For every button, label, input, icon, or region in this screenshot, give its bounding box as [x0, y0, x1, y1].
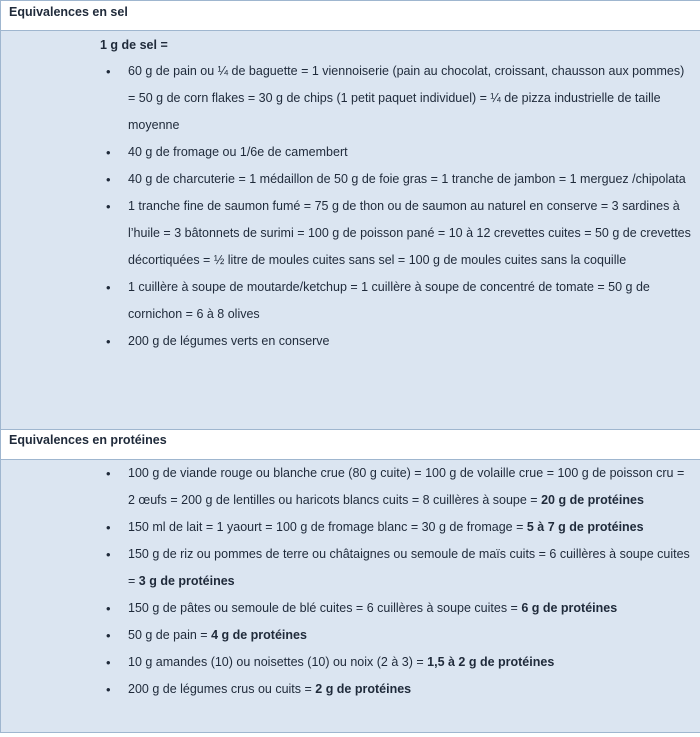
bullet-icon: • [106, 628, 111, 643]
bullet-icon: • [106, 466, 111, 481]
protein-list [1, 460, 700, 703]
salt-item-text: 60 g de pain ou ¼ de baguette = 1 viennoiserie (pain au chocolat, croissant, chausson aux pommes) = 50 g de corn flakes = 30 g de chips (1 petit paquet individuel) = ¼ de pizza industrielle de taille moyenne [128, 64, 685, 132]
protein-amount: 3 g de protéines [138, 574, 235, 588]
protein-item-text: 10 g amandes (10) ou noisettes (10) ou noix (2 à 3) = [128, 655, 428, 669]
protein-list-item [1, 541, 700, 595]
protein-amount: 4 g de protéines [211, 628, 307, 642]
protein-amount: 1,5 à 2 g de protéines [427, 655, 555, 669]
salt-section-body [1, 31, 700, 430]
protein-amount: 2 g de protéines [315, 682, 412, 696]
salt-list-item [1, 328, 700, 355]
salt-list-item [1, 274, 700, 328]
salt-section-title: Equivalences en sel [1, 1, 700, 31]
bullet-icon: • [106, 172, 111, 187]
bullet-icon: • [106, 682, 111, 697]
protein-item-text: 150 g de riz ou pommes de terre ou châtaignes ou semoule de maïs cuits = 6 cuillères à soupe cuites = [128, 547, 690, 588]
protein-section-title: Equivalences en protéines [1, 430, 700, 460]
salt-item-text: 200 g de légumes verts en conserve [128, 334, 330, 348]
salt-item-text: 1 tranche fine de saumon fumé = 75 g de thon ou de saumon au naturel en conserve = 3 sardines à l’huile = 3 bâtonnets de surimi = 100 g de poisson pané = 10 à 12 crevettes cuites = 50 g de crevettes décortiquées = ½ litre de moules cuites sans sel = 100 g de moules cuites sans la coquille [128, 199, 691, 267]
salt-list-item [1, 139, 700, 166]
salt-intro: 1 g de sel = [100, 38, 168, 52]
bullet-icon: • [106, 64, 111, 79]
salt-item-text: 40 g de charcuterie = 1 médaillon de 50 g de foie gras = 1 tranche de jambon = 1 merguez /chipolata [128, 172, 686, 186]
salt-item-text: 1 cuillère à soupe de moutarde/ketchup = 1 cuillère à soupe de concentré de tomate = 50 g de cornichon = 6 à 8 olives [128, 280, 650, 321]
salt-list-item [1, 166, 700, 193]
protein-list-item [1, 514, 700, 541]
bullet-icon: • [106, 520, 111, 535]
salt-item-text: 40 g de fromage ou 1/6e de camembert [128, 145, 348, 159]
protein-amount: 6 g de protéines [521, 601, 618, 615]
salt-list-item [1, 193, 700, 274]
protein-item-text: 150 ml de lait = 1 yaourt = 100 g de fromage blanc = 30 g de fromage = [128, 520, 527, 534]
protein-list-item [1, 595, 700, 622]
salt-list-item [1, 58, 700, 139]
salt-list [1, 58, 700, 355]
protein-amount: 5 à 7 g de protéines [526, 520, 644, 534]
protein-list-item [1, 460, 700, 514]
bullet-icon: • [106, 601, 111, 616]
protein-list-item [1, 676, 700, 703]
bullet-icon: • [106, 547, 111, 562]
protein-list-item [1, 622, 700, 649]
protein-item-text: 50 g de pain = [128, 628, 212, 642]
bullet-icon: • [106, 199, 111, 214]
bullet-icon: • [106, 145, 111, 160]
protein-item-text: 200 g de légumes crus ou cuits = [128, 682, 316, 696]
protein-section-body [1, 460, 700, 733]
bullet-icon: • [106, 334, 111, 349]
bullet-icon: • [106, 280, 111, 295]
protein-item-text: 150 g de pâtes ou semoule de blé cuites = 6 cuillères à soupe cuites = [128, 601, 522, 615]
bullet-icon: • [106, 655, 111, 670]
protein-item-text: 100 g de viande rouge ou blanche crue (80 g cuite) = 100 g de volaille crue = 100 g de poisson cru = 2 œufs = 200 g de lentilles ou haricots blancs cuits = 8 cuillères à soupe = [128, 466, 685, 507]
protein-list-item [1, 649, 700, 676]
protein-amount: 20 g de protéines [541, 493, 644, 507]
